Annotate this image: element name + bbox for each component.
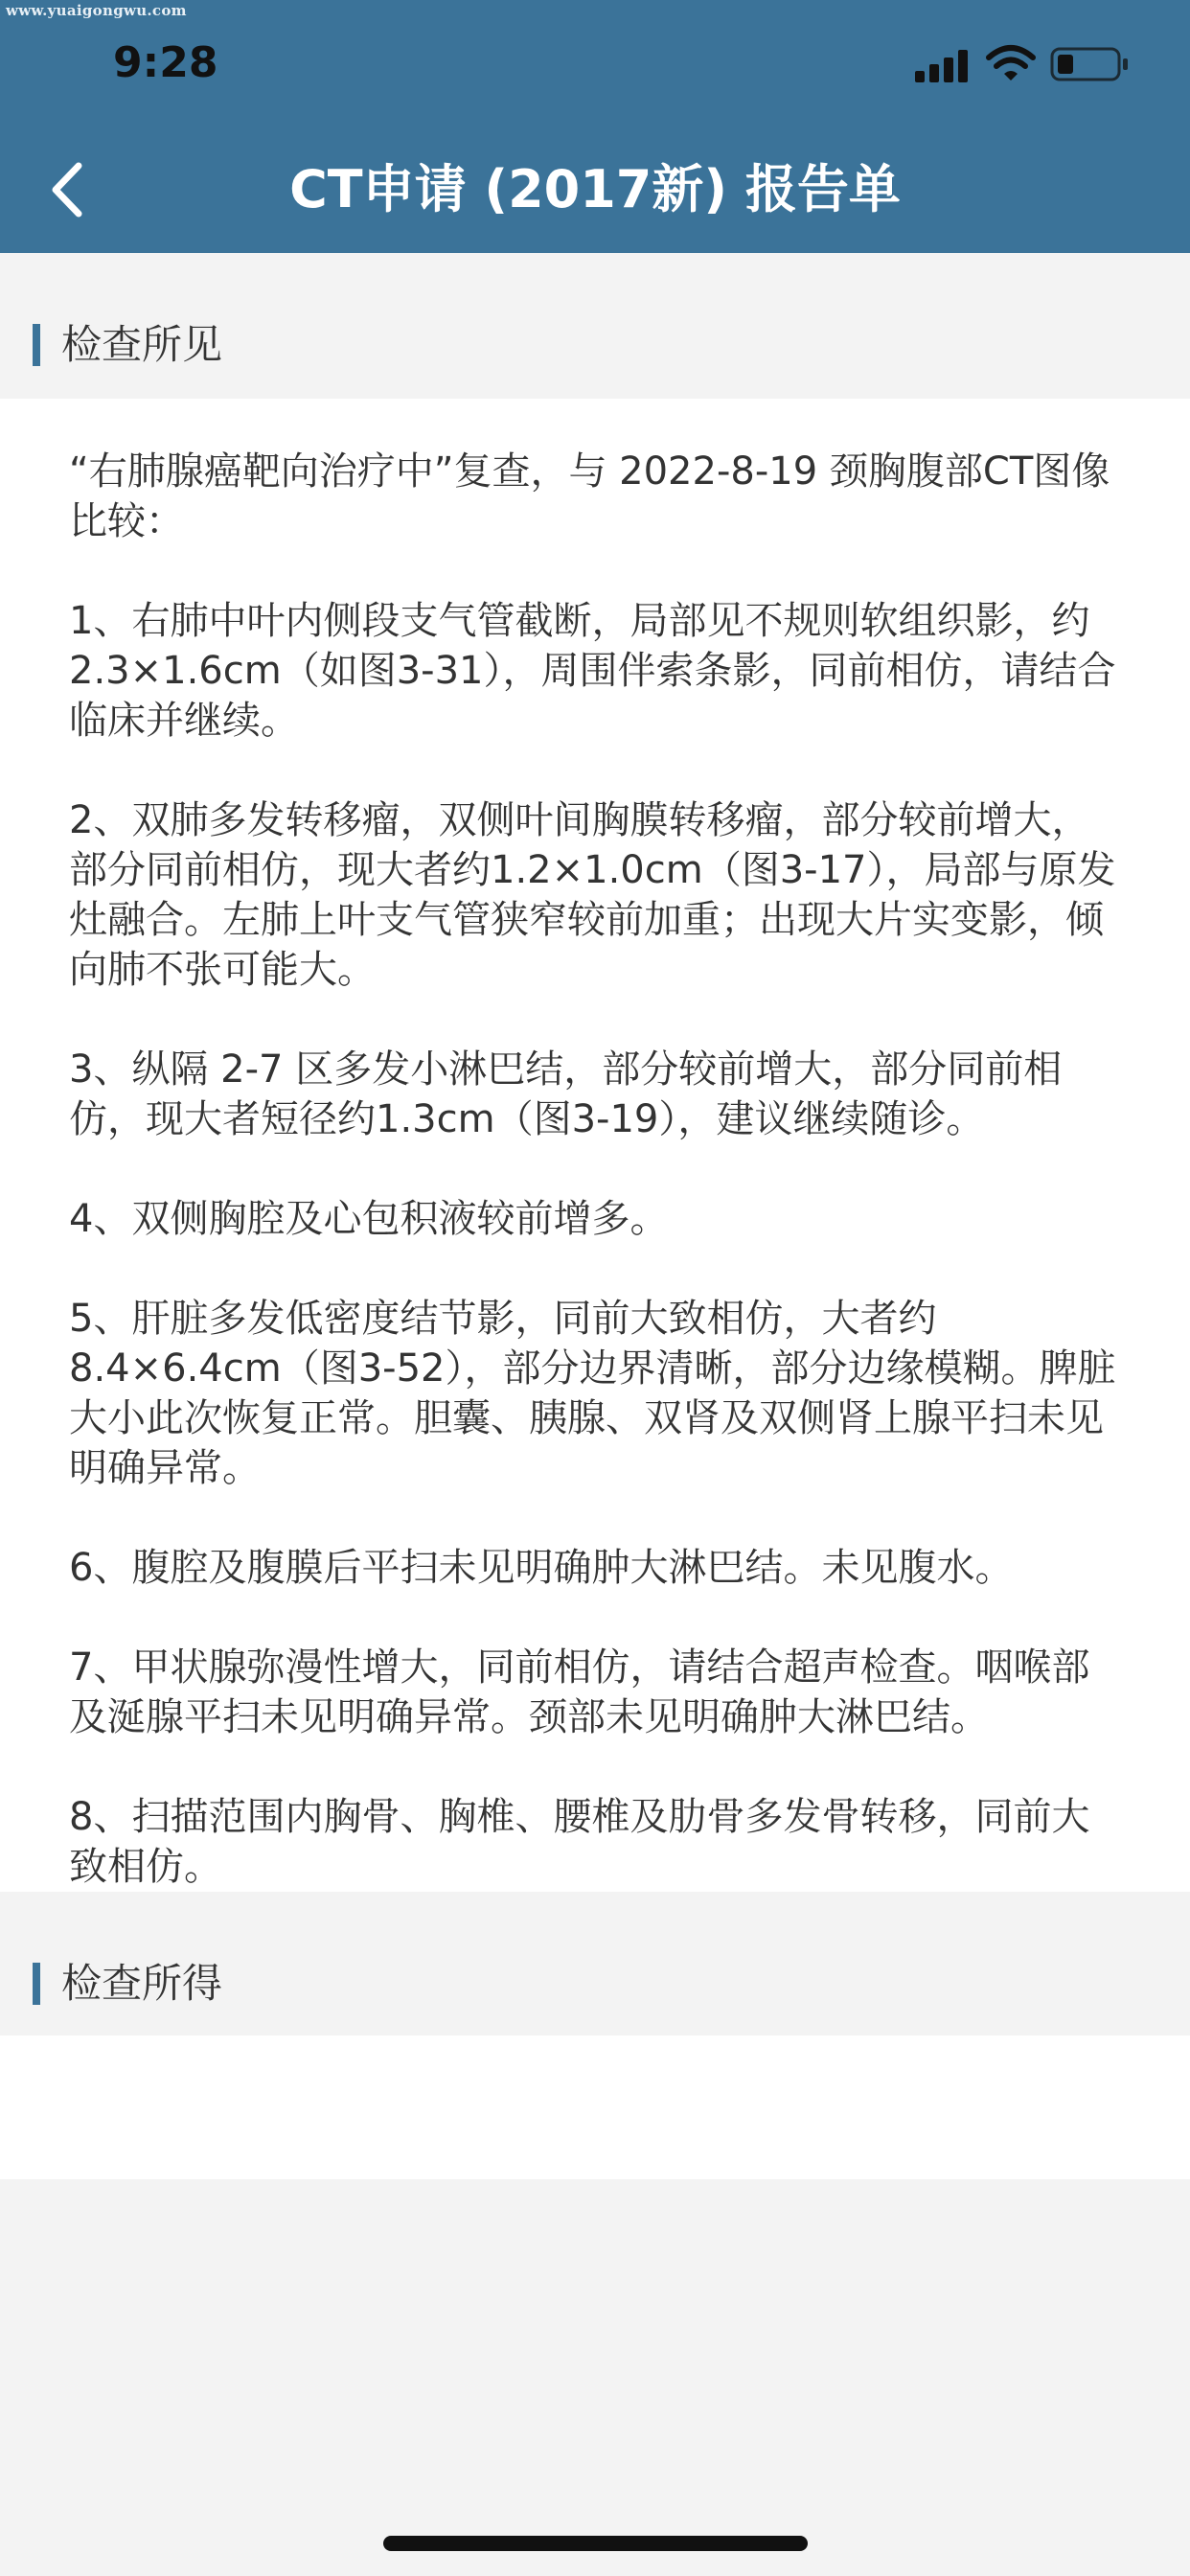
cellular-signal-icon — [915, 50, 969, 82]
section-title-impression: 检查所得 — [61, 1960, 223, 2007]
section-accent-bar — [33, 324, 40, 366]
battery-icon — [1050, 46, 1129, 82]
section-accent-bar — [33, 1963, 40, 2005]
finding-item: 5、肝脏多发低密度结节影，同前大致相仿，大者约8.4×6.4cm（图3-52），部分边界清晰，部分边缘模糊。脾脏大小此次恢复正常。胆囊、胰腺、双肾及双侧肾上腺平扫未见明确异常。 — [69, 1297, 1116, 1490]
page-title: CT申请 (2017新) 报告单 — [289, 159, 901, 219]
wifi-icon — [985, 44, 1037, 82]
findings-text — [69, 447, 1123, 1942]
impression-panel — [0, 2036, 1190, 2179]
finding-item: 6、腹腔及腹膜后平扫未见明确肿大淋巴结。未见腹水。 — [69, 1546, 1014, 1590]
finding-item: 2、双肺多发转移瘤，双侧叶间胸膜转移瘤，部分较前增大，部分同前相仿，现大者约1.2×1.0cm（图3-17），局部与原发灶融合。左肺上叶支气管狭窄较前加重；出现大片实变影，倾向肺不张可能大。 — [69, 798, 1116, 992]
app-header — [0, 0, 1190, 253]
finding-item: 8、扫描范围内胸骨、胸椎、腰椎及肋骨多发骨转移，同前大致相仿。 — [69, 1795, 1090, 1889]
findings-intro: “右肺腺癌靶向治疗中”复查，与 2022-8-19 颈胸腹部CT图像比较： — [69, 449, 1110, 543]
home-indicator[interactable] — [383, 2536, 808, 2551]
finding-item: 3、纵隔 2-7 区多发小淋巴结，部分较前增大，部分同前相仿，现大者短径约1.3cm（图3-19），建议继续随诊。 — [69, 1047, 1063, 1141]
section-header-impression — [0, 1892, 1190, 2036]
section-header-findings — [0, 253, 1190, 397]
status-time: 9:28 — [113, 38, 218, 87]
finding-item: 4、双侧胸腔及心包积液较前增多。 — [69, 1197, 669, 1241]
section-title-findings: 检查所见 — [61, 321, 223, 368]
finding-item: 7、甲状腺弥漫性增大，同前相仿，请结合超声检查。咽喉部及涎腺平扫未见明确异常。颈部未见明确肿大淋巴结。 — [69, 1645, 1090, 1739]
findings-panel — [0, 399, 1190, 1892]
watermark: www.yuaigongwu.com — [6, 2, 187, 19]
finding-item: 1、右肺中叶内侧段支气管截断，局部见不规则软组织影，约2.3×1.6cm（如图3-31），周围伴索条影，同前相仿，请结合临床并继续。 — [69, 599, 1116, 743]
